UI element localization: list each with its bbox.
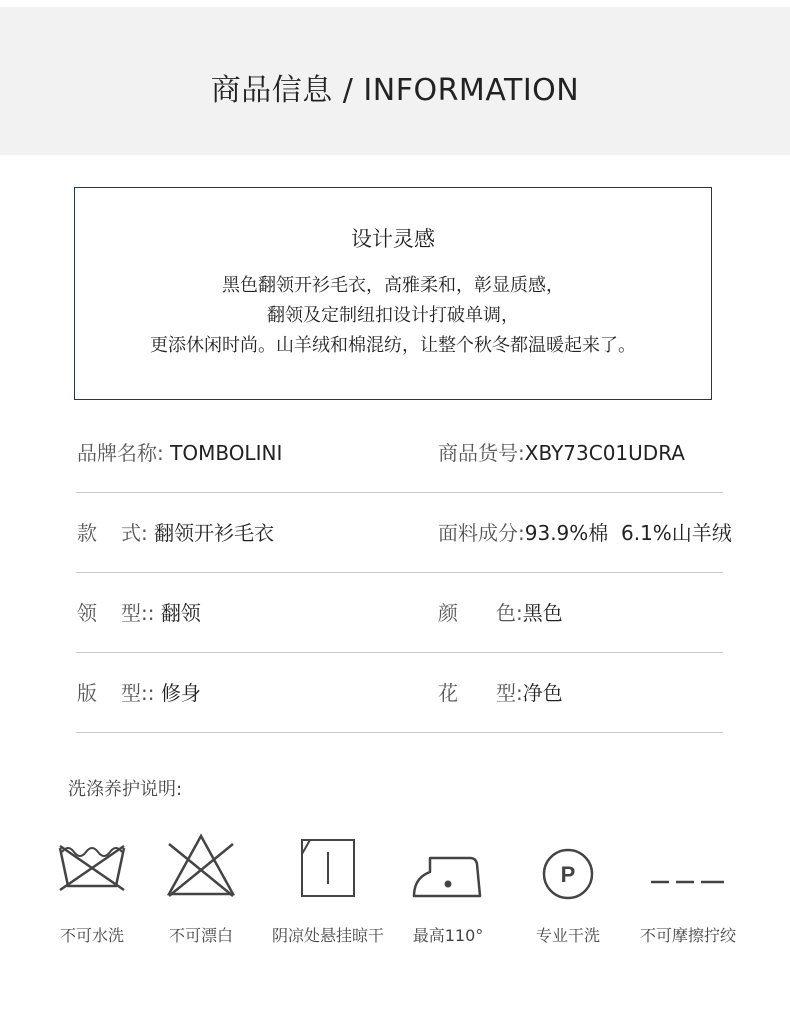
fabric-label: 面料成分:	[438, 521, 525, 545]
brand-value: TOMBOLINI	[170, 441, 283, 465]
style-label-2: 式:	[121, 521, 148, 545]
design-description	[75, 271, 711, 361]
color-attribute	[438, 573, 563, 653]
brand-attribute	[77, 413, 282, 493]
brand-label: 品牌名称:	[77, 441, 164, 465]
care-label: 阴凉处悬挂晾干	[271, 926, 384, 945]
color-label-2: 色:	[496, 601, 523, 625]
design-line: 翻领及定制纽扣设计打破单调，	[267, 305, 519, 326]
care-label: 不可水洗	[59, 926, 124, 945]
care-label: 不可摩擦拧绞	[639, 926, 736, 945]
style-attribute	[77, 493, 274, 573]
care-item	[503, 830, 633, 945]
sku-value: XBY73C01UDRA	[524, 441, 685, 465]
care-title: 洗涤养护说明:	[68, 779, 183, 800]
design-inspiration-box	[74, 187, 712, 400]
no-wash-icon	[52, 830, 132, 900]
sku-attribute	[438, 413, 685, 493]
pattern-value: 净色	[522, 681, 563, 705]
info-header	[0, 7, 790, 155]
attribute-row	[76, 653, 723, 733]
pattern-attribute	[438, 653, 563, 733]
dry-clean-letter: P	[560, 862, 576, 887]
fit-attribute	[77, 653, 201, 733]
pattern-label-1: 花	[438, 681, 458, 705]
page-title: 商品信息 / INFORMATION	[210, 73, 580, 108]
no-bleach-icon	[161, 830, 241, 900]
color-label-1: 颜	[438, 601, 458, 625]
no-wring-icon	[648, 830, 728, 900]
collar-attribute	[77, 573, 201, 653]
design-title: 设计灵感	[351, 227, 435, 251]
line-dry-shade-icon	[288, 830, 368, 900]
style-value: 翻领开衫毛衣	[154, 521, 275, 545]
collar-label-1: 领	[77, 601, 97, 625]
attribute-row	[76, 493, 732, 573]
care-item	[263, 830, 393, 945]
dry-clean-p-icon	[528, 830, 608, 900]
iron-icon	[408, 830, 488, 900]
care-item	[623, 830, 753, 945]
care-label: 最高110°	[412, 926, 484, 945]
attribute-row	[76, 573, 723, 653]
sku-label: 商品货号:	[438, 441, 525, 465]
care-item	[136, 830, 266, 945]
fabric-value: 93.9%棉 6.1%山羊绒	[524, 521, 732, 545]
design-line: 黑色翻领开衫毛衣，高雅柔和，彰显质感，	[222, 275, 564, 296]
collar-label-2: 型::	[121, 601, 155, 625]
fit-label-2: 型::	[121, 681, 155, 705]
fit-value: 修身	[160, 681, 201, 705]
attribute-row	[76, 413, 723, 493]
collar-value: 翻领	[160, 601, 201, 625]
care-item	[383, 830, 513, 945]
care-label: 不可漂白	[168, 926, 233, 945]
care-label: 专业干洗	[535, 926, 600, 945]
color-value: 黑色	[522, 601, 563, 625]
fabric-attribute	[438, 493, 732, 573]
style-label-1: 款	[77, 521, 97, 545]
pattern-label-2: 型:	[496, 681, 523, 705]
design-line: 更添休闲时尚。山羊绒和棉混纺，让整个秋冬都温暖起来了。	[150, 335, 636, 356]
fit-label-1: 版	[77, 681, 97, 705]
